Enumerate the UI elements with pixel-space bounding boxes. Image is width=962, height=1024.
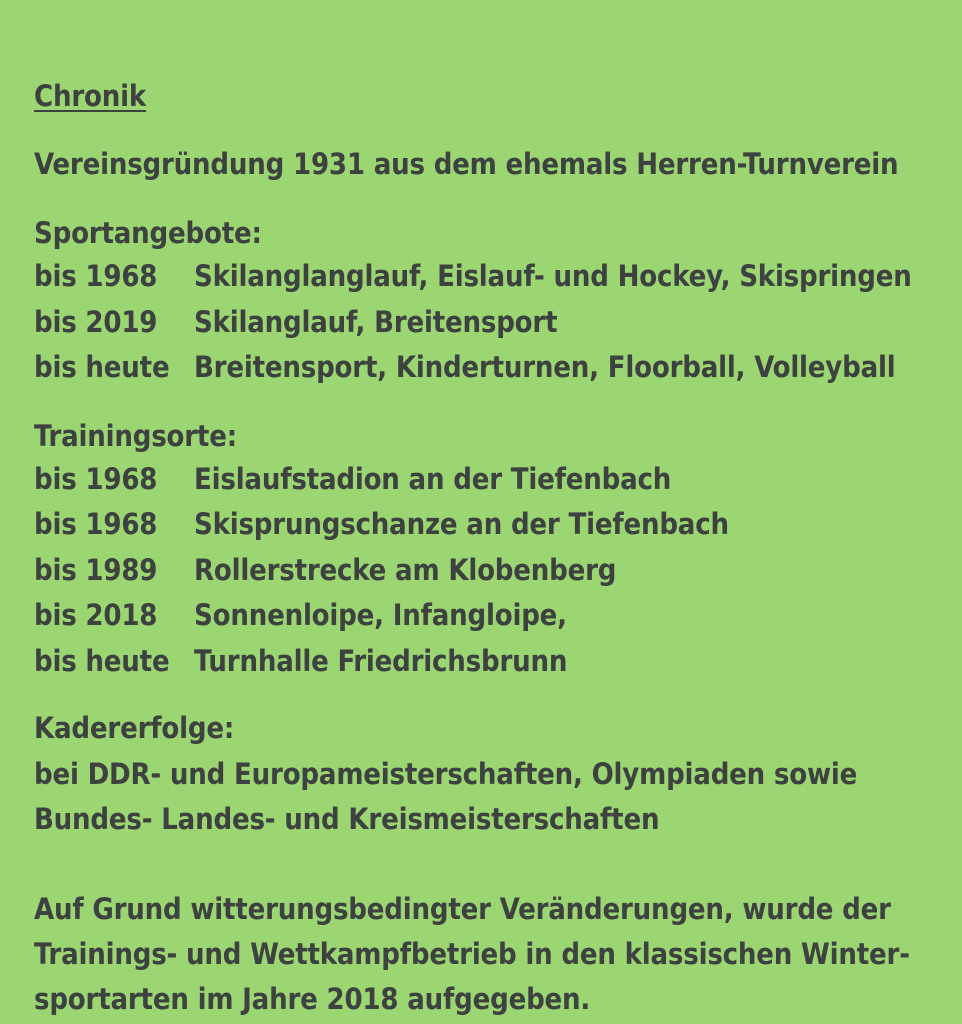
successes-line: bei DDR- und Europameisterschaften, Olympiaden sowie xyxy=(34,757,858,791)
sports-row xyxy=(34,304,557,340)
founding-text: Vereinsgründung 1931 aus dem ehemals Herren-Turnverein xyxy=(34,147,899,181)
sports-row xyxy=(34,258,912,294)
locations-row-text: Sonnenloipe, Infangloipe, xyxy=(194,598,567,632)
closing-line: sportarten im Jahre 2018 aufgegeben. xyxy=(34,982,591,1016)
locations-row-text: Turnhalle Friedrichsbrunn xyxy=(194,644,568,678)
locations-row-text: Rollerstrecke am Klobenberg xyxy=(194,553,617,587)
sports-row-period: bis heute xyxy=(34,350,170,384)
locations-row-period: bis 2018 xyxy=(34,598,158,632)
locations-row xyxy=(34,643,567,679)
closing-line: Auf Grund witterungsbedingter Veränderungen, wurde der xyxy=(34,892,891,926)
locations-row-period: bis 1968 xyxy=(34,462,158,496)
sports-row-text: Breitensport, Kinderturnen, Floorball, Volleyball xyxy=(194,350,896,384)
locations-row-text: Eislaufstadion an der Tiefenbach xyxy=(194,462,672,496)
locations-row-period: bis 1989 xyxy=(34,553,158,587)
locations-label: Trainingsorte: xyxy=(34,419,237,453)
sports-row-period: bis 2019 xyxy=(34,305,158,339)
successes-line: Bundes- Landes- und Kreismeisterschaften xyxy=(34,802,660,836)
sports-label: Sportangebote: xyxy=(34,216,262,250)
sports-row-period: bis 1968 xyxy=(34,259,158,293)
successes-label: Kadererfolge: xyxy=(34,711,235,745)
locations-row xyxy=(34,461,671,497)
closing-line: Trainings- und Wettkampfbetrieb in den klassischen Winter- xyxy=(34,937,910,971)
sports-row xyxy=(34,349,895,385)
sports-row-text: Skilanglauf, Breitensport xyxy=(194,305,558,339)
locations-row-period: bis 1968 xyxy=(34,507,158,541)
locations-row xyxy=(34,506,729,542)
chronicle-heading: Chronik xyxy=(34,79,146,113)
locations-row-period: bis heute xyxy=(34,644,170,678)
sports-row-text: Skilanglanglauf, Eislauf- und Hockey, Skispringen xyxy=(194,259,912,293)
locations-row xyxy=(34,552,616,588)
locations-row-text: Skisprungschanze an der Tiefenbach xyxy=(194,507,729,541)
locations-row xyxy=(34,597,567,633)
